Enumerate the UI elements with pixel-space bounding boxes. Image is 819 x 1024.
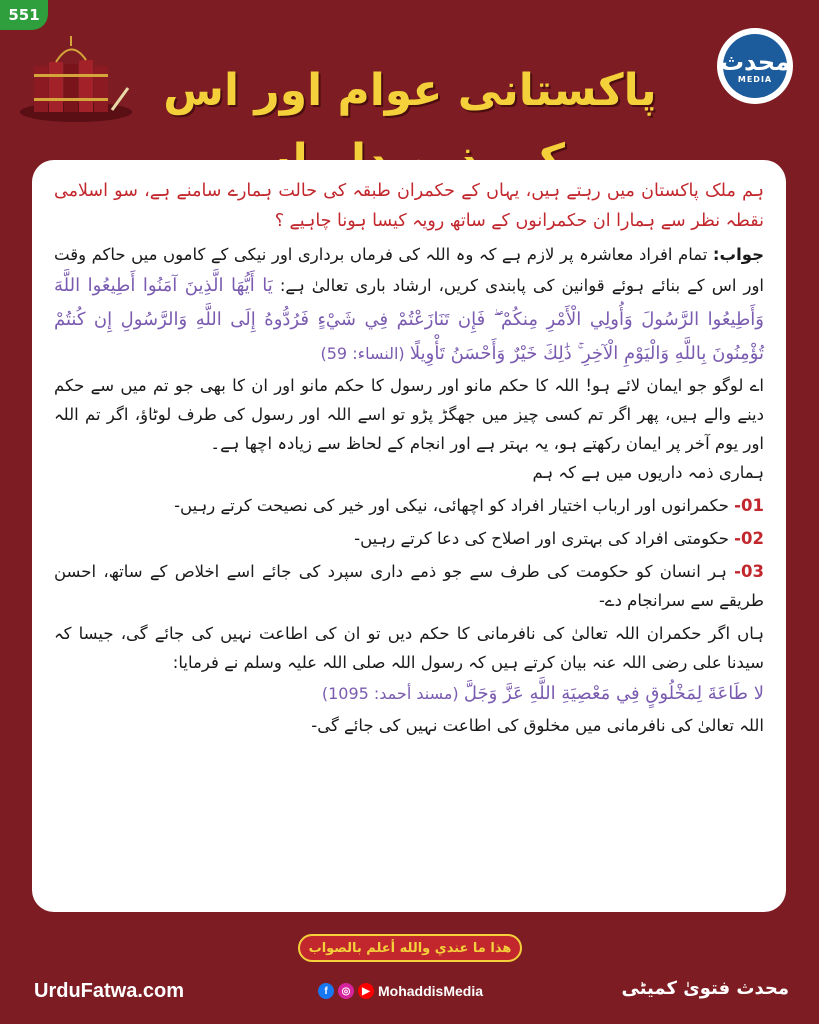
hadith-intro: ہاں اگر حکمران اللہ تعالیٰ کی نافرمانی کا حکم دیں تو ان کی اطاعت نہیں کی جائے گی، جیسا کہ سیدنا علی رضی اللہ عنہ بیان کرتے ہیں کہ رسول اللہ صلی اللہ علیہ وسلم نے فرمایا: bbox=[54, 624, 764, 672]
social-links[interactable] bbox=[318, 980, 483, 1002]
duty-number: 02- bbox=[734, 529, 764, 548]
answer-intro: تمام افراد معاشرہ پر لازم ہے کہ وہ اللہ کی فرماں برداری اور نیکی کے کاموں میں حاکم وقت اور اس کے بنائے ہوئے قوانین کی پابندی کریں، ارشاد باری تعالیٰ ہے: bbox=[54, 245, 765, 295]
duty-number: 03- bbox=[734, 562, 764, 581]
duties-intro: ہماری ذمہ داریوں میں ہے کہ ہم bbox=[532, 463, 764, 482]
fatwa-committee: محدث فتویٰ کمیٹی bbox=[621, 978, 789, 999]
answer-intro-paragraph bbox=[54, 240, 764, 371]
duty-text: ہر انسان کو حکومت کی طرف سے جو ذمے داری سپرد کی جائے اسے اخلاص کے ساتھ، احسن طریقے سے سرانجام دے- bbox=[54, 562, 764, 610]
verse-translation: اے لوگو جو ایمان لائے ہو! اللہ کا حکم مانو اور رسول کا حکم مانو اور ان کا بھی جو تم میں سے حکم دینے والے ہیں، پھر اگر تم کسی چیز میں جھگڑ پڑو تو اسے اللہ اور رسول کی طرف لوٹاؤ، اگر تم اللہ اور یوم آخر پر ایمان رکھتے ہو، یہ بہتر ہے اور انجام کے لحاظ سے زیادہ اچھا ہے۔ bbox=[54, 376, 764, 453]
content-card bbox=[32, 160, 786, 912]
duty-item bbox=[54, 524, 764, 553]
instagram-icon[interactable]: ◎ bbox=[338, 983, 354, 999]
page-title: پاکستانی عوام اور اس bbox=[163, 65, 657, 116]
duty-text: حکمرانوں اور ارباب اختیار افراد کو اچھائی، نیکی اور خیر کی نصیحت کرتے رہیں- bbox=[174, 496, 729, 515]
verse-reference: (النساء: 59) bbox=[320, 344, 405, 363]
books-illustration bbox=[16, 32, 136, 124]
page-number-badge bbox=[0, 0, 48, 30]
hadith-line bbox=[54, 677, 764, 711]
quran-verse: يَا أَيُّهَا الَّذِينَ آمَنُوا أَطِيعُوا اللَّهَ وَأَطِيعُوا الرَّسُولَ وَأُولِي الْأَمْرِ مِنكُمْ ۖ فَإِن تَنَازَعْتُمْ فِي شَيْءٍ فَرُدُّوهُ إِلَى اللَّهِ وَالرَّسُولِ إِن كُنتُمْ تُؤْمِنُونَ بِاللَّهِ وَالْيَوْمِ الْآخِرِ ۚ ذَٰلِكَ خَيْرٌ وَأَحْسَنُ تَأْوِيلًا bbox=[54, 275, 764, 364]
duty-item bbox=[54, 491, 764, 520]
logo-caption: MEDIA bbox=[737, 74, 773, 84]
facebook-icon[interactable]: f bbox=[318, 983, 334, 999]
website-link[interactable]: UrduFatwa.com bbox=[34, 980, 185, 1002]
page-number: 551 bbox=[8, 6, 40, 24]
hadith-arabic: لا طَاعَةَ لِمَخْلُوقٍ فِي مَعْصِيَةِ اللَّهِ عَزَّ وَجَلَّ bbox=[463, 683, 764, 704]
hadith-reference: (مسند أحمد: 1095) bbox=[321, 684, 459, 703]
duty-number: 01- bbox=[734, 496, 764, 515]
logo-glyph: محدث bbox=[719, 47, 791, 76]
social-handle[interactable]: MohaddisMedia bbox=[378, 983, 484, 999]
closing-formula: هذا ما عندي والله أعلم بالصواب bbox=[298, 934, 522, 962]
answer-label: جواب: bbox=[712, 245, 764, 264]
mohaddis-media-logo bbox=[717, 28, 793, 104]
youtube-icon[interactable]: ▶ bbox=[358, 983, 374, 999]
duty-item bbox=[54, 557, 764, 615]
question-text: ہم ملک پاکستان میں رہتے ہیں، یہاں کے حکمران طبقہ کی حالت ہمارے سامنے ہے، سو اسلامی نقطہ نظر سے ہمارا ان حکمرانوں کے ساتھ رویہ کیسا ہونا چاہیے ؟ bbox=[54, 181, 764, 231]
duty-text: حکومتی افراد کی بہتری اور اصلاح کی دعا کرتے رہیں- bbox=[354, 529, 729, 548]
conclusion-text: اللہ تعالیٰ کی نافرمانی میں مخلوق کی اطاعت نہیں کی جائے گی- bbox=[311, 716, 764, 735]
